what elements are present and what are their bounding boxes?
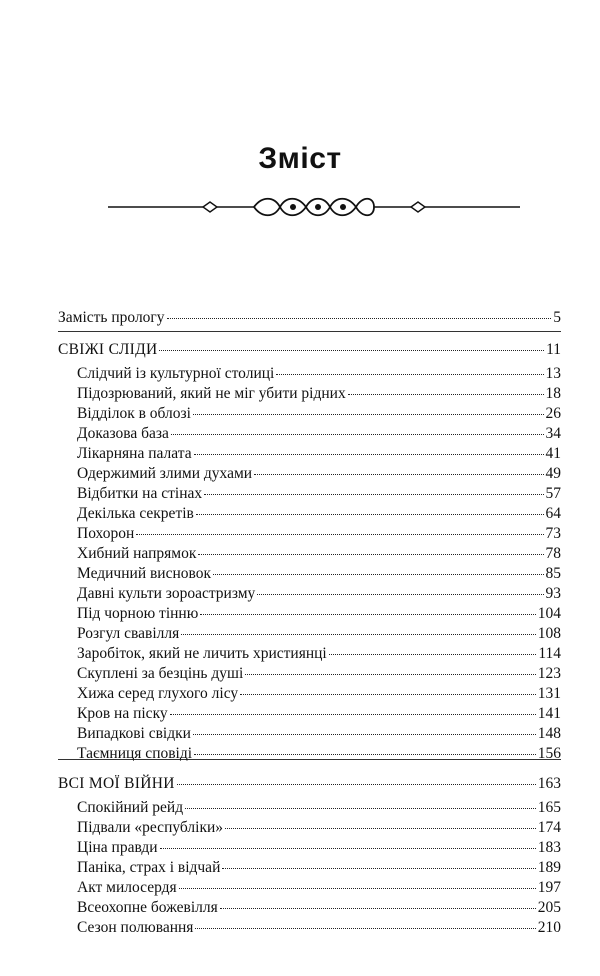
- toc-label: Лікарняна палата: [77, 445, 192, 462]
- toc-label: ВСІ МОЇ ВІЙНИ: [58, 775, 175, 792]
- dot-leader: [348, 393, 544, 395]
- dot-leader: [185, 807, 536, 809]
- toc-label: Хижа серед глухого лісу: [77, 685, 239, 702]
- dot-leader: [222, 867, 535, 869]
- toc-label: Підозрюваний, який не міг убити рідних: [77, 385, 346, 402]
- toc-item: [77, 444, 561, 464]
- toc-page-number: 205: [537, 899, 561, 916]
- toc-item: [77, 404, 561, 424]
- dot-leader: [276, 373, 543, 375]
- toc-item: [77, 704, 561, 724]
- toc-label: Скуплені за безцінь душі: [77, 665, 244, 682]
- dot-leader: [225, 827, 536, 829]
- toc-page-number: 163: [537, 775, 561, 792]
- toc-label: Декілька секретів: [77, 505, 194, 522]
- toc-item: [77, 858, 561, 878]
- toc-label: Розгул свавілля: [77, 625, 180, 642]
- dot-leader: [198, 553, 543, 555]
- toc-label: Сезон полювання: [77, 919, 194, 936]
- toc-item: [77, 384, 561, 404]
- toc-item: [77, 724, 561, 744]
- toc-page-number: 13: [545, 365, 561, 382]
- toc-page-number: 73: [545, 525, 561, 542]
- toc-label: Давні культи зороастризму: [77, 585, 256, 602]
- toc-item: [77, 504, 561, 524]
- dot-leader: [160, 847, 536, 849]
- toc-label: Таємниця сповіді: [77, 745, 193, 762]
- toc-section: [58, 340, 561, 360]
- toc-label: Слідчий із культурної столиці: [77, 365, 275, 382]
- toc-page-number: 189: [537, 859, 561, 876]
- toc-label: Заробіток, який не личить християнці: [77, 645, 327, 662]
- dot-leader: [136, 533, 543, 535]
- dot-leader: [171, 433, 544, 435]
- dot-leader: [240, 693, 536, 695]
- toc-page-number: 165: [537, 799, 561, 816]
- dot-leader: [195, 927, 535, 929]
- toc-item: [77, 584, 561, 604]
- toc-page-number: 123: [537, 665, 561, 682]
- toc-page-number: 114: [538, 645, 561, 662]
- toc-item: [77, 604, 561, 624]
- toc-page-number: 148: [537, 725, 561, 742]
- toc-label: Акт милосердя: [77, 879, 177, 896]
- toc-label: Ціна правди: [77, 839, 158, 856]
- toc-label: Одержимий злими духами: [77, 465, 253, 482]
- toc-label: Паніка, страх і відчай: [77, 859, 221, 876]
- toc-page-number: 141: [537, 705, 561, 722]
- toc-label: Кров на піску: [77, 705, 168, 722]
- toc-item: [77, 898, 561, 918]
- dot-leader: [193, 733, 536, 735]
- toc-item: [77, 644, 561, 664]
- toc-item: [77, 838, 561, 858]
- toc-item: [77, 878, 561, 898]
- section-divider-line: [58, 331, 561, 332]
- toc-item: [77, 918, 561, 938]
- toc-label: Замість прологу: [58, 309, 165, 326]
- toc-label: Медичний висновок: [77, 565, 212, 582]
- toc-label: Підвали «республіки»: [77, 819, 224, 836]
- dot-leader: [213, 573, 543, 575]
- dot-leader: [200, 613, 535, 615]
- dot-leader: [159, 349, 544, 351]
- dot-leader: [329, 653, 537, 655]
- toc-page-number: 104: [537, 605, 561, 622]
- dot-leader: [177, 783, 536, 785]
- toc-entry: [58, 308, 561, 328]
- toc-page-number: 34: [545, 425, 561, 442]
- toc-page-number: 183: [537, 839, 561, 856]
- toc-page-number: 156: [537, 745, 561, 762]
- toc-item: [77, 544, 561, 564]
- toc-item: [77, 364, 561, 384]
- toc-label: Похорон: [77, 525, 135, 542]
- toc-page-number: 18: [545, 385, 561, 402]
- toc-page-number: 11: [546, 341, 561, 358]
- toc-item: [77, 564, 561, 584]
- toc-item: [77, 818, 561, 838]
- toc-section: [58, 774, 561, 794]
- toc-page-number: 174: [537, 819, 561, 836]
- dot-leader: [220, 907, 536, 909]
- toc-page-number: 85: [545, 565, 561, 582]
- dot-leader: [193, 413, 544, 415]
- toc-page-number: 41: [545, 445, 561, 462]
- toc-label: Всеохопне божевілля: [77, 899, 218, 916]
- toc-item: [77, 424, 561, 444]
- toc-page-number: 49: [545, 465, 561, 482]
- toc-item: [77, 484, 561, 504]
- toc-page-number: 57: [545, 485, 561, 502]
- toc-item: [77, 624, 561, 644]
- dot-leader: [179, 887, 536, 889]
- decorative-divider: [108, 192, 520, 222]
- toc-page-number: 108: [537, 625, 561, 642]
- toc-item: [77, 464, 561, 484]
- toc-page-number: 26: [545, 405, 561, 422]
- page-title: Зміст: [258, 142, 342, 175]
- toc-page-number: 93: [545, 585, 561, 602]
- toc-item: [77, 744, 561, 764]
- dot-leader: [245, 673, 535, 675]
- toc-label: Випадкові свідки: [77, 725, 191, 742]
- dot-leader: [181, 633, 536, 635]
- toc-page-number: 78: [545, 545, 561, 562]
- toc-page-number: 197: [537, 879, 561, 896]
- toc-item: [77, 524, 561, 544]
- toc-page-number: 64: [545, 505, 561, 522]
- toc-label: Хибний напрямок: [77, 545, 197, 562]
- dot-leader: [170, 713, 536, 715]
- dot-leader: [167, 317, 552, 319]
- dot-leader: [194, 753, 536, 755]
- toc-item: [77, 664, 561, 684]
- dot-leader: [194, 453, 544, 455]
- dot-leader: [254, 473, 543, 475]
- toc-item: [77, 798, 561, 818]
- toc-label: Спокійний рейд: [77, 799, 184, 816]
- toc-label: СВІЖІ СЛІДИ: [58, 341, 158, 358]
- toc-page-number: 210: [537, 919, 561, 936]
- toc-page-number: 5: [553, 309, 561, 326]
- toc-label: Відділок в облозі: [77, 405, 191, 422]
- toc-label: Відбитки на стінах: [77, 485, 203, 502]
- toc-label: Під чорною тінню: [77, 605, 199, 622]
- toc-item: [77, 684, 561, 704]
- dot-leader: [204, 493, 543, 495]
- dot-leader: [196, 513, 544, 515]
- toc-page-number: 131: [537, 685, 561, 702]
- toc-label: Доказова база: [77, 425, 169, 442]
- dot-leader: [257, 593, 543, 595]
